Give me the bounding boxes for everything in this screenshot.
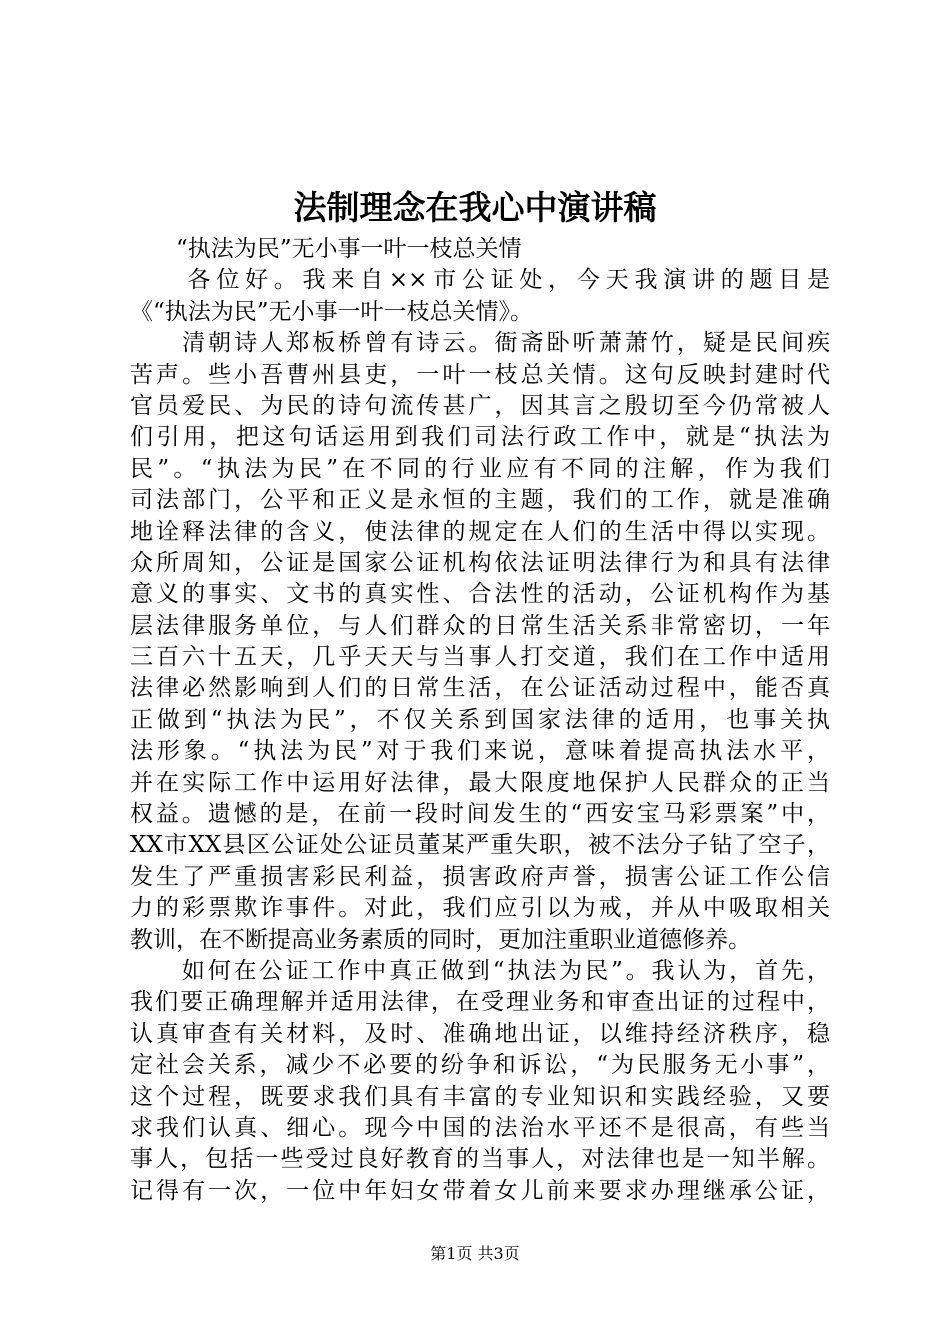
body-line: 三百六十五天，几乎天天与当事人打交道，我们在工作中适用 (130, 644, 830, 671)
body-line: “执法为民”无小事一叶一枝总关情 (130, 236, 522, 262)
page-footer: 第1页 共3页 (430, 1244, 520, 1263)
body-line: 发生了严重损害彩民利益，损害政府声誉，损害公证工作公信 (130, 863, 830, 890)
body-line: 并在实际工作中运用好法律，最大限度地保护人民群众的正当 (130, 769, 830, 796)
body-line: 定社会关系，减少不必要的纷争和诉讼，“为民服务无小事”， (130, 1052, 830, 1079)
body-line: 地诠释法律的含义，使法律的规定在人们的生活中得以实现。 (130, 518, 830, 545)
body-line: 各位好。我来自××市公证处，今天我演讲的题目是 (130, 267, 830, 294)
body-line: 们引用，把这句话运用到我们司法行政工作中，就是“执法为 (130, 424, 830, 451)
body-line: 意义的事实、文书的真实性、合法性的活动，公证机构作为基 (130, 581, 830, 608)
body-line: 求我们认真、细心。现今中国的法治水平还不是很高，有些当 (130, 1114, 830, 1141)
body-line: 这个过程，既要求我们具有丰富的专业知识和实践经验，又要 (130, 1083, 830, 1110)
body-line: 民”。“执法为民”在不同的行业应有不同的注解，作为我们 (130, 455, 830, 482)
body-line: 法形象。“执法为民”对于我们来说，意味着提高执法水平， (130, 738, 830, 765)
body-line: 权益。遗憾的是，在前一段时间发生的“西安宝马彩票案”中， (130, 801, 830, 828)
document-title: 法制理念在我心中演讲稿 (293, 188, 657, 227)
body-line: 我们要正确理解并适用法律，在受理业务和审查出证的过程中， (130, 989, 830, 1016)
body-line: 如何在公证工作中真正做到“执法为民”。我认为，首先， (130, 957, 830, 984)
body-line: 认真审查有关材料，及时、准确地出证，以维持经济秩序，稳 (130, 1020, 830, 1047)
body-line: 《“执法为民”无小事一叶一枝总关情》。 (130, 298, 534, 325)
body-line: 苦声。些小吾曹州县吏，一叶一枝总关情。这句反映封建时代 (130, 361, 830, 388)
document-body (130, 234, 830, 1207)
body-line: 教训，在不断提高业务素质的同时，更加注重职业道德修养。 (130, 926, 751, 953)
body-line: 事人，包括一些受过良好教育的当事人，对法律也是一知半解。 (130, 1146, 830, 1173)
body-line: 层法律服务单位，与人们群众的日常生活关系非常密切，一年 (130, 612, 830, 639)
body-line: 司法部门，公平和正义是永恒的主题，我们的工作，就是准确 (130, 487, 830, 514)
body-line: 官员爱民、为民的诗句流传甚广，因其言之殷切至今仍常被人 (130, 392, 830, 419)
body-line: 记得有一次，一位中年妇女带着女儿前来要求办理继承公证， (130, 1177, 830, 1204)
body-line: 清朝诗人郑板桥曾有诗云。衙斋卧听萧萧竹，疑是民间疾 (130, 330, 830, 357)
body-line: 众所周知，公证是国家公证机构依法证明法律行为和具有法律 (130, 549, 830, 576)
body-line: 力的彩票欺诈事件。对此，我们应引以为戒，并从中吸取相关 (130, 895, 830, 922)
body-line: 正做到“执法为民”，不仅关系到国家法律的适用，也事关执 (130, 706, 830, 733)
body-line: XX市XX县区公证处公证员董某严重失职，被不法分子钻了空子， (130, 832, 830, 859)
body-line: 法律必然影响到人们的日常生活，在公证活动过程中，能否真 (130, 675, 830, 702)
